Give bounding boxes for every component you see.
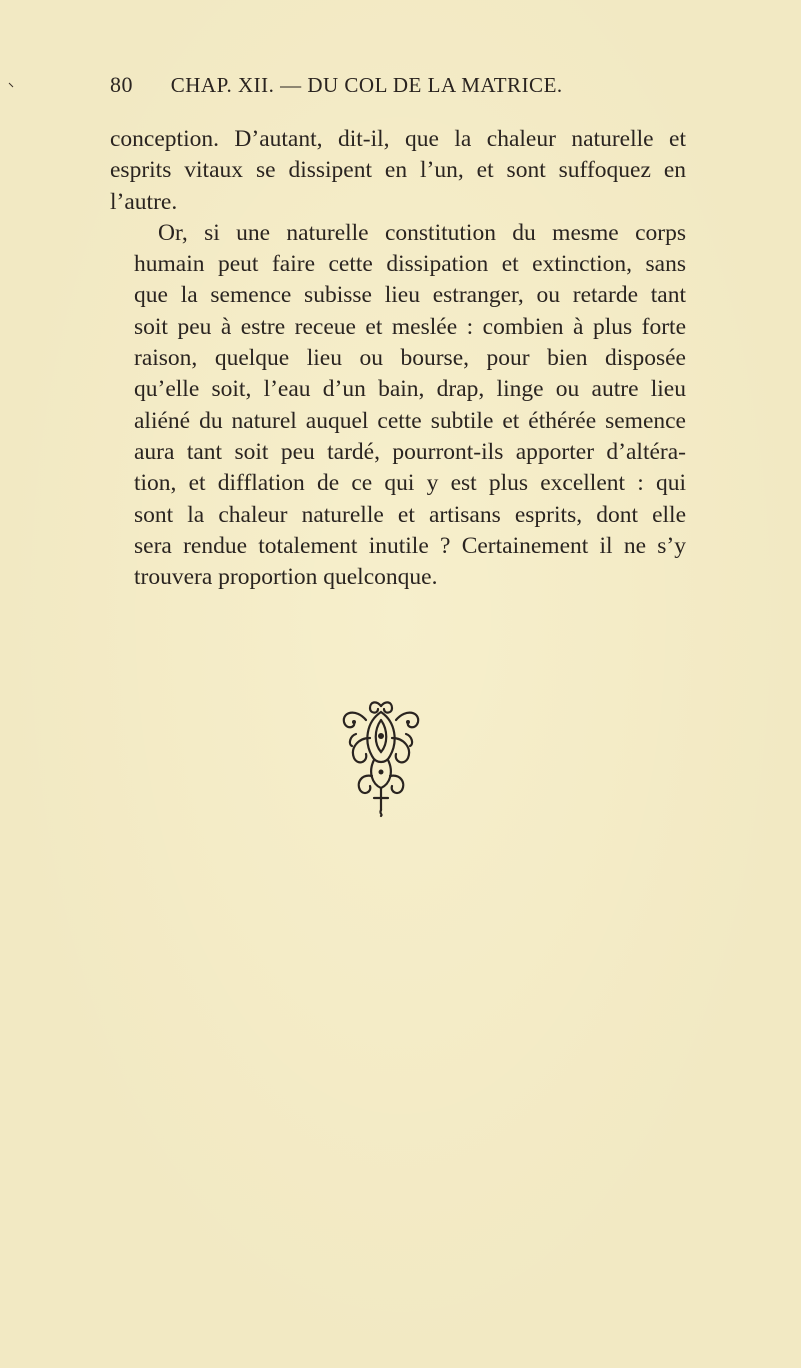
text-line: raison, quelque lieu ou bourse, pour bien disposée <box>134 345 686 372</box>
paragraph-2 <box>110 218 686 594</box>
text-line: que la semence subisse lieu estranger, ou retarde tant <box>134 282 686 309</box>
text-line: l’autre. <box>110 188 178 215</box>
page-number: 80 <box>110 72 133 97</box>
text-line: trouvera proportion quelconque. <box>134 564 438 591</box>
text-line: humain peut faire cette dissipation et extinction, sans <box>134 251 686 278</box>
text-line: sont la chaleur naturelle et artisans esprits, dont elle <box>134 501 686 528</box>
text-line: Or, si une naturelle constitution du mesme corps <box>158 219 686 246</box>
body-text <box>110 124 686 593</box>
text-line: aura tant soit peu tardé, pourront-ils apporter d’altéra- <box>134 438 686 465</box>
text-line: sera rendue totalement inutile ? Certainement il ne s’y <box>134 532 686 559</box>
running-head <box>110 72 670 104</box>
text-line: conception. D’autant, dit-il, que la chaleur naturelle et <box>110 126 686 152</box>
text-line: aliéné du naturel auquel cette subtile et éthérée semence <box>134 407 686 434</box>
paragraph-1 <box>110 124 686 218</box>
text-line: soit peu à estre receue et meslée : combien à plus forte <box>134 313 686 340</box>
text-line: esprits vitaux se dissipent en l’un, et sont suffoquez en <box>110 157 686 184</box>
page-speck <box>8 82 14 88</box>
floral-tailpiece-icon <box>336 698 426 818</box>
text-line: qu’elle soit, l’eau d’un bain, drap, linge ou autre lieu <box>134 376 686 403</box>
chapter-heading: CHAP. XII. — DU COL DE LA MATRICE. <box>170 73 563 97</box>
text-line: tion, et difflation de ce qui y est plus excellent : qui <box>134 470 686 497</box>
